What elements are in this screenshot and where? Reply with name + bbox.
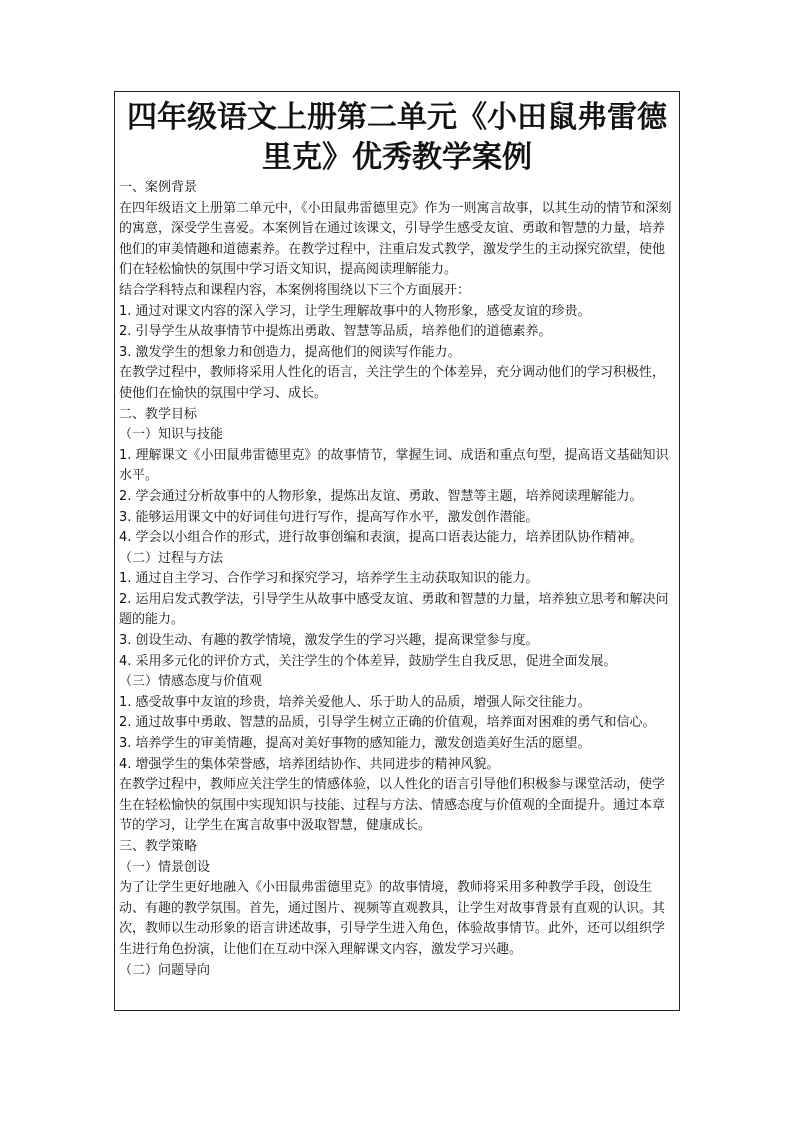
document-title: 四年级语文上册第二单元《小田鼠弗雷德里克》优秀教学案例	[127, 100, 667, 175]
paragraph: （一）知识与技能	[119, 427, 224, 443]
paragraph: 4. 增强学生的集体荣誉感，培养团结协作、共同进步的精神风貌。	[119, 756, 500, 772]
paragraph: 1. 通过自主学习、合作学习和探究学习，培养学生主动获取知识的能力。	[119, 571, 539, 587]
paragraph: 2. 通过故事中勇敢、智慧的品质，引导学生树立正确的价值观，培养面对困难的勇气和信心。	[119, 715, 656, 731]
paragraph: 2. 学会通过分析故事中的人物形象，提炼出友谊、勇敢、智慧等主题，培养阅读理解能力。	[119, 488, 643, 504]
paragraph: 4. 学会以小组合作的形式，进行故事创编和表演，提高口语表达能力，培养团队协作精神。	[119, 530, 643, 546]
paragraph: 二、教学目标	[119, 406, 198, 422]
paragraph: 一、案例背景	[119, 180, 198, 195]
paragraph: （一）情景创设	[119, 859, 211, 875]
paragraph: 3. 培养学生的审美情趣，提高对美好事物的感知能力，激发创造美好生活的愿望。	[119, 736, 591, 752]
paragraph: 在四年级语文上册第二单元中，《小田鼠弗雷德里克》作为一则寓言故事，以其生动的情节和深刻的寓意，深受学生喜爱。本案例旨在通过该课文，引导学生感受友谊、勇敢和智慧的力量，培养他们的审美情趣和道德素养。在教学过程中，注重启发式教学，激发学生的主动探究欲望，使他们在轻松愉快的氛围中学习语文知识，提高阅读理解能力。	[119, 200, 672, 278]
paragraph: 1. 理解课文《小田鼠弗雷德里克》的故事情节，掌握生词、成语和重点句型，提高语文基础知识水平。	[119, 447, 669, 484]
paragraph: 为了让学生更好地融入《小田鼠弗雷德里克》的故事情境，教师将采用多种教学手段，创设生动、有趣的教学氛围。首先，通过图片、视频等直观教具，让学生对故事背景有直观的认识。其次，教师以生动形象的语言讲述故事，引导学生进入角色，体验故事情节。此外，还可以组织学生进行角色扮演，让他们在互动中深入理解课文内容，激发学习兴趣。	[119, 880, 666, 957]
paragraph: 3. 激发学生的想象力和创造力，提高他们的阅读写作能力。	[119, 344, 461, 360]
paragraph: 三、教学策略	[119, 839, 198, 854]
paragraph: 1. 感受故事中友谊的珍贵，培养关爱他人、乐于助人的品质，增强人际交往能力。	[119, 694, 591, 710]
paragraph: 1. 通过对课文内容的深入学习，让学生理解故事中的人物形象，感受友谊的珍贵。	[119, 303, 591, 319]
paragraph: 3. 能够运用课文中的好词佳句进行写作，提高写作水平，激发创作潜能。	[119, 509, 539, 525]
paragraph: 结合学科特点和课程内容，本案例将围绕以下三个方面展开：	[119, 282, 471, 298]
paragraph: 在教学过程中，教师应关注学生的情感体验，以人性化的语言引导他们积极参与课堂活动，使学生在轻松愉快的氛围中实现知识与技能、过程与方法、情感态度与价值观的全面提升。通过本章节的学习，让学生在寓言故事中汲取智慧，健康成长。	[119, 777, 666, 834]
document-body	[115, 178, 679, 981]
paragraph: （三）情感态度与价值观	[119, 674, 263, 690]
paragraph: 3. 创设生动、有趣的教学情境，激发学生的学习兴趣，提高课堂参与度。	[119, 633, 539, 649]
paragraph: 2. 运用启发式教学法，引导学生从故事中感受友谊、勇敢和智慧的力量，培养独立思考和解决问题的能力。	[119, 591, 669, 628]
document-frame	[114, 91, 680, 1011]
paragraph: （二）过程与方法	[119, 550, 224, 566]
paragraph: 4. 采用多元化的评价方式，关注学生的个体差异，鼓励学生自我反思，促进全面发展。	[119, 653, 617, 669]
paragraph: （二）问题导向	[119, 962, 211, 978]
paragraph: 在教学过程中，教师将采用人性化的语言，关注学生的个体差异，充分调动他们的学习积极性，使他们在愉快的氛围中学习、成长。	[119, 365, 666, 401]
paragraph: 2. 引导学生从故事情节中提炼出勇敢、智慧等品质，培养他们的道德素养。	[119, 324, 552, 340]
